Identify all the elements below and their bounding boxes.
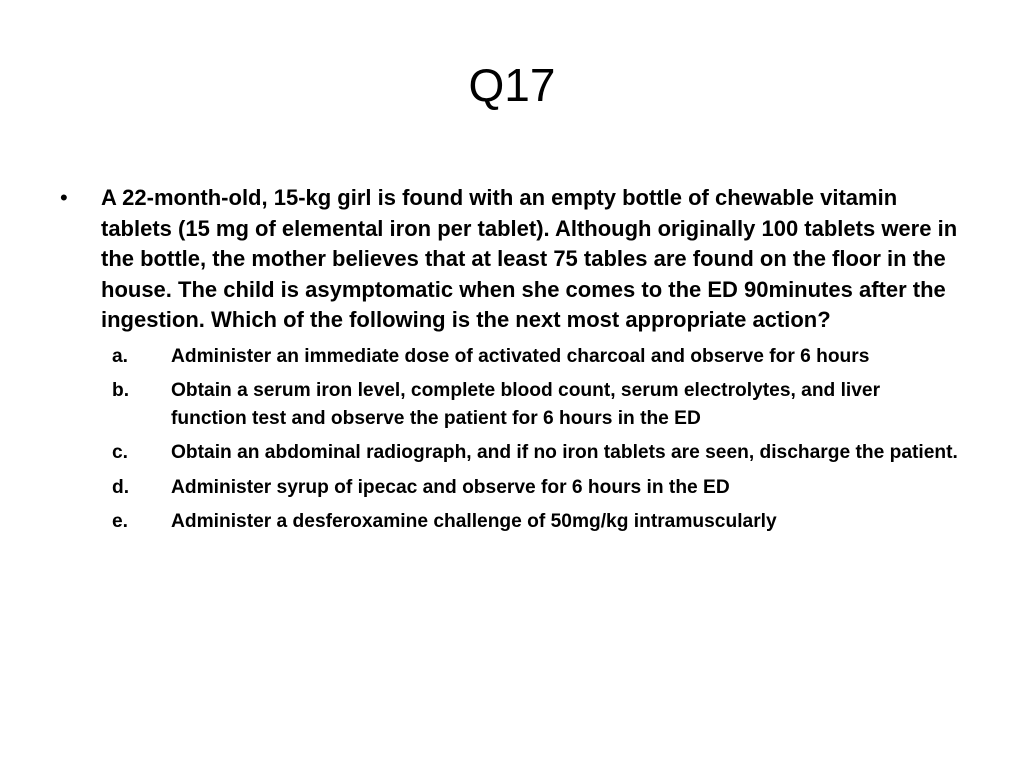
question-text: A 22-month-old, 15-kg girl is found with an empty bottle of chewable vitamin tablets (15 mg of elemental iron per tablet). Although originally 100 tablets were in the bottle, the mother believes that at least 75 tables are found on the floor in the house. The child is asymptomatic when she comes to the ED 90minutes after the ingestion. Which of the following is the next most appropriate action? xyxy=(101,185,958,332)
option-text: Obtain a serum iron level, complete blood count, serum electrolytes, and liver function test and observe the patient for 6 hours in the ED xyxy=(171,380,881,429)
bullet-icon: • xyxy=(60,185,68,210)
answer-option-a xyxy=(60,343,960,371)
option-text: Administer syrup of ipecac and observe for 6 hours in the ED xyxy=(171,476,730,498)
answer-option-b xyxy=(60,377,960,432)
answer-option-d xyxy=(60,474,960,502)
option-letter: a. xyxy=(112,345,129,367)
option-letter: c. xyxy=(112,442,129,463)
slide-title: Q17 xyxy=(468,59,556,111)
option-text: Administer an immediate dose of activated charcoal and observe for 6 hours xyxy=(171,345,870,367)
option-text: Obtain an abdominal radiograph, and if no iron tablets are seen, discharge the patient. xyxy=(171,442,958,463)
question-item xyxy=(60,183,960,336)
option-text: Administer a desferoxamine challenge of 50mg/kg intramuscularly xyxy=(171,511,777,532)
slide-body xyxy=(60,183,960,543)
option-letter: d. xyxy=(112,476,130,498)
answer-options-list xyxy=(60,343,960,536)
answer-option-e xyxy=(60,508,960,536)
option-letter: b. xyxy=(112,380,130,401)
answer-option-c xyxy=(60,439,960,467)
option-letter: e. xyxy=(112,511,129,532)
